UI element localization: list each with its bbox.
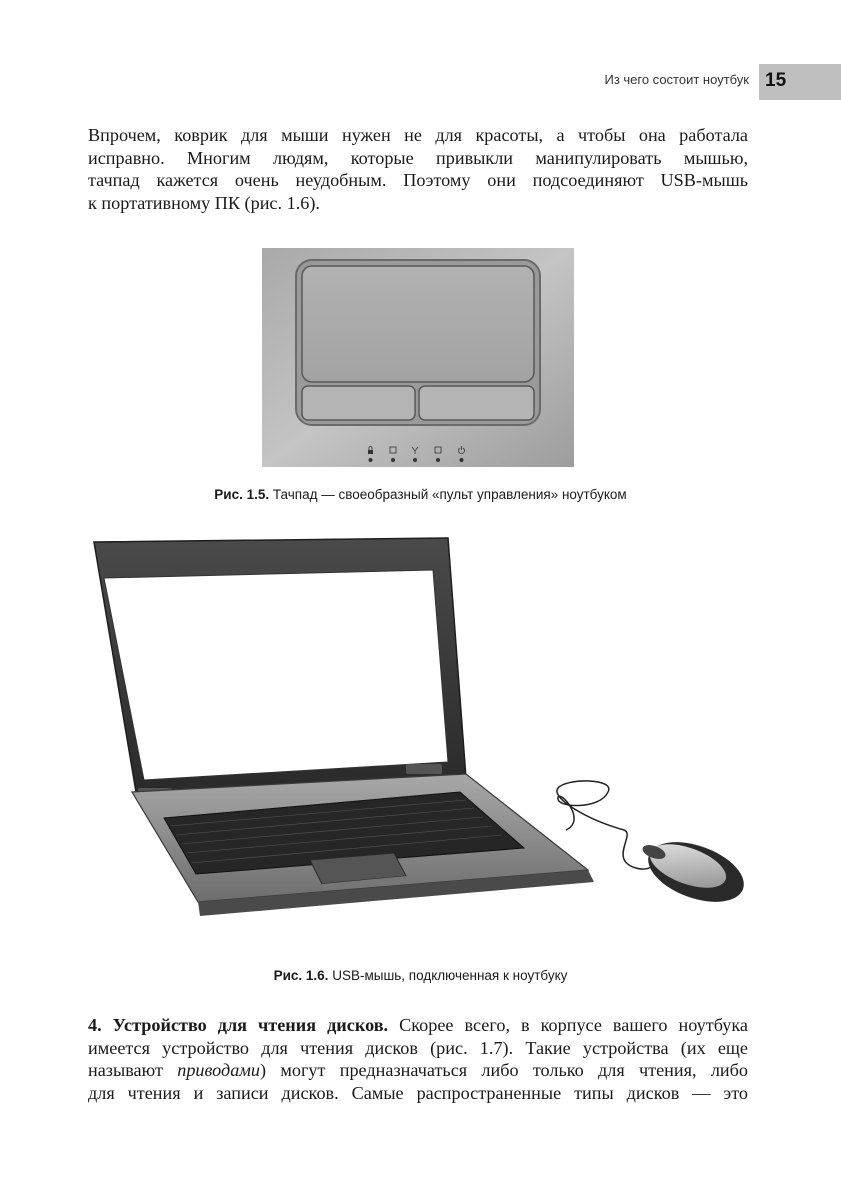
touchpad-photo xyxy=(262,248,574,467)
paragraph-text: Скорее всего, в корпусе вашего ноутбука xyxy=(399,1015,749,1035)
paragraph-line xyxy=(88,1059,748,1082)
figure-caption-1-6 xyxy=(0,968,841,983)
paragraph-line: Впрочем, коврик для мыши нужен не для красоты, а чтобы она работала xyxy=(88,125,748,145)
touchpad-surface xyxy=(302,266,534,382)
caption-label: Рис. 1.5. xyxy=(214,487,270,502)
paragraph-line: для чтения и записи дисков. Самые распространенные типы дисков — это xyxy=(88,1082,748,1103)
section-heading: 4. Устройство для чтения дисков. xyxy=(88,1015,389,1035)
hinge-right xyxy=(406,764,442,774)
paragraph-disk-drive xyxy=(88,1014,748,1104)
figure-caption-1-5 xyxy=(0,487,841,502)
caption-text: USB-мышь, подключенная к ноутбуку xyxy=(332,968,568,983)
touchpad-left-button xyxy=(302,386,415,420)
page-number-tab xyxy=(759,64,841,100)
paragraph-text: ) могут предназначаться либо только для чтения, либо xyxy=(260,1060,748,1080)
paragraph-line: тачпад кажется очень неудобным. Поэтому они подсоединяют USB-мышь xyxy=(88,170,748,190)
caption-text: Тачпад — своеобразный «пульт управления» ноутбуком xyxy=(272,487,627,502)
paragraph-line xyxy=(88,1014,748,1037)
paragraph-text: называют xyxy=(88,1060,163,1080)
paragraph-line: к портативному ПК (рис. 1.6). xyxy=(88,192,320,213)
laptop-with-mouse-photo xyxy=(88,530,750,948)
caption-label: Рис. 1.6. xyxy=(273,968,329,983)
page-number: 15 xyxy=(765,70,787,91)
running-title: Из чего состоит ноутбук xyxy=(604,72,749,87)
laptop-screen xyxy=(104,570,448,780)
touchpad-right-button xyxy=(419,386,534,420)
paragraph-intro xyxy=(88,124,748,214)
paragraph-line: исправно. Многим людям, которые привыкли манипулировать мышью, xyxy=(88,147,748,168)
usb-cable xyxy=(557,781,662,869)
paragraph-line: имеется устройство для чтения дисков (рис. 1.7). Такие устройства (их еще xyxy=(88,1037,748,1058)
term-italic: приводами xyxy=(177,1060,261,1080)
